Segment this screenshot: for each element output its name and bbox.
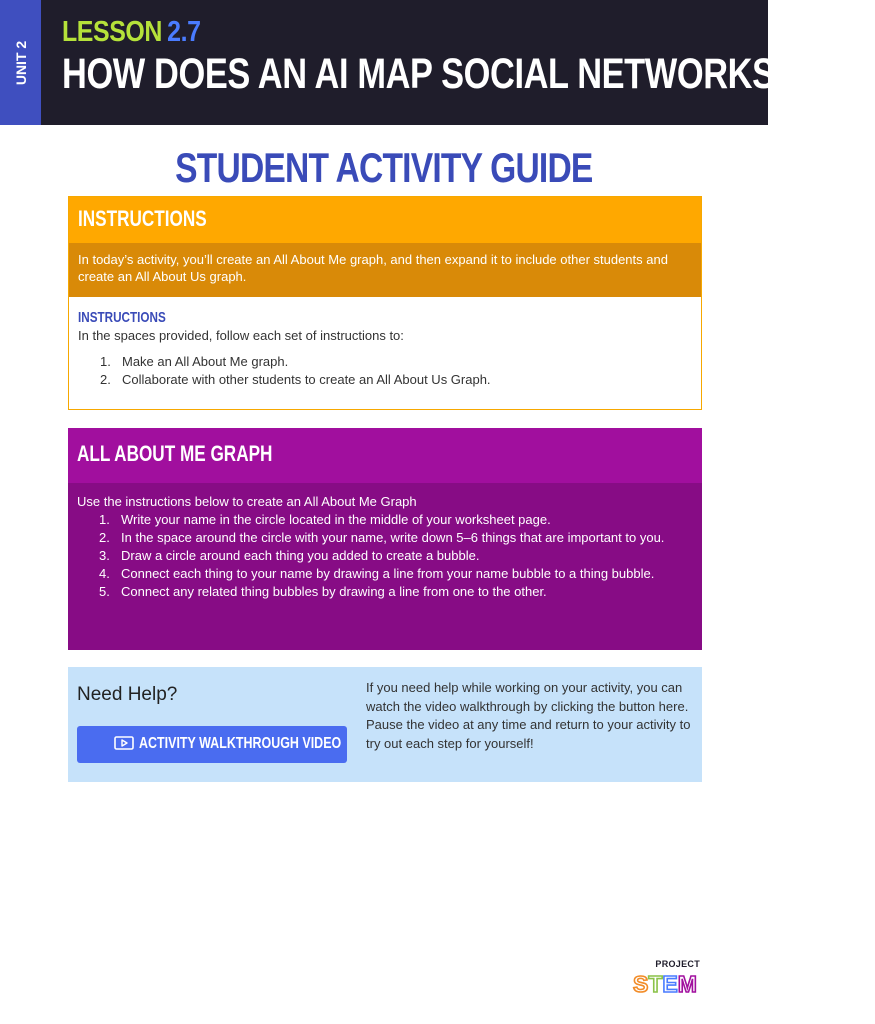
step-text: Connect each thing to your name by drawing a line from your name bubble to a thing bubble. [121,566,655,581]
all-about-me-body [68,483,702,601]
instructions-subheading: INSTRUCTIONS [78,309,166,326]
lesson-number-line [62,16,201,49]
step-number: 3. [99,548,110,563]
all-about-me-section [68,428,702,650]
list-item [77,583,693,601]
step-number: 1. [99,512,110,527]
step-number: 4. [99,566,110,581]
all-about-me-steps [77,511,693,601]
need-help-text: If you need help while working on your activity, you can watch the video walkthrough by clicking the button here. Pause the video at any time and return to your activity to try out each step for yourself! [366,680,691,751]
lesson-header [0,0,875,125]
step-text: In the space around the circle with your name, write down 5–6 things that are important to you. [121,530,665,545]
lesson-word: LESSON [62,16,162,48]
instructions-body [69,297,701,389]
instructions-steps [78,353,692,389]
page-title [0,144,768,192]
list-item [78,371,692,389]
list-item [77,547,693,565]
need-help-title: Need Help? [77,684,178,705]
all-about-me-lead: Use the instructions below to create an All About Me Graph [77,494,417,509]
logo-big-text: STEM [633,971,697,997]
video-play-icon [114,736,139,753]
step-text: Draw a circle around each thing you added to create a bubble. [121,548,480,563]
instructions-heading: INSTRUCTIONS [78,206,207,231]
step-number: 2. [99,530,110,545]
step-text: Make an All About Me graph. [122,354,289,369]
lesson-title: HOW DOES AN AI MAP SOCIAL NETWORKS? PT 1 [62,50,875,98]
need-help-section [68,667,702,782]
button-label: ACTIVITY WALKTHROUGH VIDEO [139,735,342,752]
lesson-number: 2.7 [167,16,201,48]
instructions-header [69,197,701,243]
activity-walkthrough-video-button[interactable] [77,726,347,763]
all-about-me-header [68,428,702,483]
logo-small-text: PROJECT [655,959,700,969]
unit-tab [0,0,41,125]
step-number: 1. [100,354,111,369]
instructions-section [68,196,702,410]
step-text: Collaborate with other students to create an All About Us Graph. [122,372,491,387]
project-stem-logo [632,959,700,995]
instructions-lead: In the spaces provided, follow each set of instructions to: [78,328,404,343]
step-text: Write your name in the circle located in the middle of your worksheet page. [121,512,551,527]
step-number: 2. [100,372,111,387]
instructions-intro: In today’s activity, you’ll create an All About Me graph, and then expand it to include other students and create an All About Us graph. [69,243,701,297]
list-item [78,353,692,371]
button-content [114,735,398,753]
step-number: 5. [99,584,110,599]
list-item [77,511,693,529]
page-title-text: STUDENT ACTIVITY GUIDE [175,144,593,191]
stem-logo-icon [632,959,700,995]
step-text: Connect any related thing bubbles by drawing a line from one to the other. [121,584,547,599]
list-item [77,565,693,583]
all-about-me-heading: ALL ABOUT ME GRAPH [77,441,273,466]
unit-label: UNIT 2 [12,40,29,85]
list-item [77,529,693,547]
